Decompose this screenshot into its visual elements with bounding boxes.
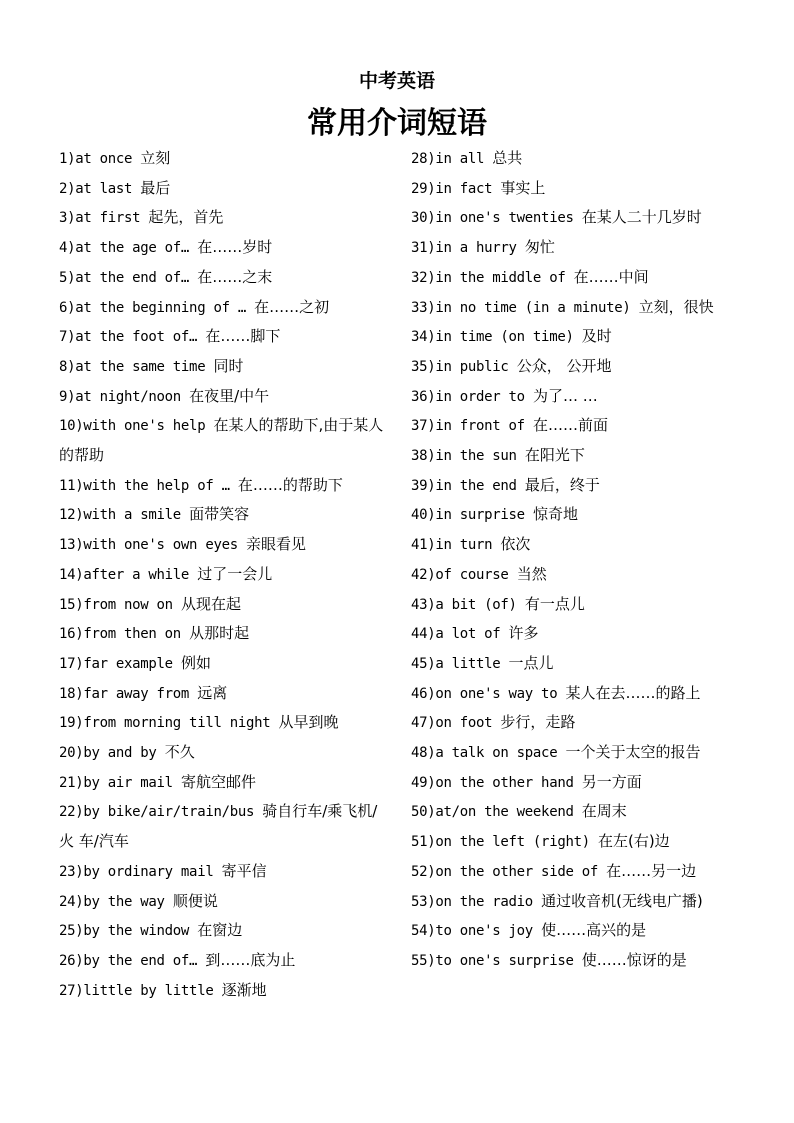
phrase-english: 5)at the end of… (59, 269, 198, 286)
phrase-english: 51)on the left (right) (411, 834, 598, 851)
phrase-english: 15)from now on (59, 596, 181, 613)
phrase-chinese: 事实上 (500, 178, 546, 197)
phrase-english: 23)by ordinary mail (59, 863, 222, 880)
phrase-entry (59, 619, 391, 649)
phrase-entry (411, 263, 741, 293)
phrase-chinese: 在周末 (581, 802, 627, 821)
phrase-english: 24)by the way (59, 893, 173, 910)
phrase-english: 17)far example (59, 655, 181, 672)
phrase-english: 4)at the age of… (59, 240, 198, 257)
phrase-entry (59, 857, 391, 887)
phrase-english: 6)at the beginning of … (59, 299, 255, 316)
phrase-entry (411, 560, 741, 590)
phrase-english: 19)from morning till night (59, 715, 279, 732)
phrase-english: 45)a little (411, 655, 509, 672)
phrase-english: 40)in surprise (411, 507, 533, 524)
phrase-chinese: 骑自行车/乘飞机/火 车/汽车 (59, 802, 378, 851)
phrase-chinese: 通过收音机(无线电广播) (541, 891, 703, 910)
phrase-english: 10)with one's help (59, 418, 214, 435)
phrase-chinese: 最后 (140, 178, 171, 197)
phrase-chinese: 立刻 (140, 149, 171, 167)
phrase-entry (59, 649, 391, 679)
phrase-entry (411, 649, 741, 679)
phrase-chinese: 在……之末 (197, 267, 273, 286)
phrase-chinese: 远离 (197, 683, 228, 702)
phrase-entry (59, 322, 391, 352)
phrase-chinese: 在左(右)边 (597, 832, 670, 851)
phrase-chinese: 当然 (516, 564, 547, 583)
phrase-english: 8)at the same time (59, 358, 214, 375)
phrase-chinese: 在……中间 (573, 267, 649, 286)
phrase-entry (411, 441, 741, 471)
phrase-entry (411, 500, 741, 530)
phrase-entry (411, 590, 741, 620)
phrase-chinese: 某人在去……的路上 (565, 683, 701, 702)
phrase-entry (411, 887, 741, 917)
phrase-entry (59, 738, 391, 768)
phrase-chinese: 一个关于太空的报告 (565, 743, 701, 762)
phrase-chinese: 在窗边 (197, 921, 243, 940)
phrase-english: 49)on the other hand (411, 774, 582, 791)
phrase-chinese: 逐渐地 (221, 980, 267, 999)
phrase-entry (59, 590, 391, 620)
phrase-english: 48)a talk on space (411, 745, 566, 762)
phrase-entry (411, 679, 741, 709)
phrase-chinese: 许多 (508, 624, 539, 643)
phrase-chinese: 在阳光下 (524, 446, 585, 465)
phrase-chinese: 起先，首先 (148, 208, 224, 227)
phrase-chinese: 为了… … (532, 386, 598, 405)
phrase-chinese: 到……底为止 (205, 950, 296, 969)
phrase-entry (411, 322, 741, 352)
phrase-english: 26)by the end of… (59, 952, 206, 969)
phrase-entry (411, 857, 741, 887)
phrase-chinese: 顺便说 (172, 891, 218, 910)
phrase-entry (411, 233, 741, 263)
phrase-chinese: 在……的帮助下 (237, 475, 343, 494)
phrase-entry (59, 887, 391, 917)
phrase-entry (411, 827, 741, 857)
phrase-chinese: 及时 (581, 327, 612, 346)
phrase-english: 37)in front of (411, 418, 533, 435)
phrase-chinese: 立刻，很快 (638, 297, 714, 316)
phrase-english: 52)on the other side of (411, 863, 607, 880)
phrase-chinese: 使……惊讶的是 (581, 950, 687, 969)
phrase-entry (411, 946, 741, 976)
phrase-entry (59, 233, 391, 263)
phrase-english: 35)in public (411, 358, 517, 375)
phrase-english: 12)with a smile (59, 507, 190, 524)
phrase-chinese: 依次 (500, 535, 531, 554)
phrase-chinese: 同时 (213, 356, 244, 375)
phrase-english: 11)with the help of … (59, 477, 238, 494)
phrase-entry (59, 293, 391, 323)
phrase-entry (411, 738, 741, 768)
phrase-english: 3)at first (59, 210, 149, 227)
phrase-chinese: 例如 (180, 653, 211, 672)
phrase-list-right (411, 144, 741, 976)
phrase-chinese: 在某人的帮助下,由于某人的帮助 (59, 416, 384, 465)
phrase-chinese: 在……另一边 (606, 861, 697, 880)
phrase-english: 54)to one's joy (411, 923, 542, 940)
phrase-chinese: 使……高兴的是 (541, 921, 647, 940)
phrase-english: 1)at once (59, 151, 141, 167)
phrase-english: 55)to one's surprise (411, 952, 582, 969)
phrase-entry (59, 352, 391, 382)
phrase-entry (411, 174, 741, 204)
phrase-chinese: 另一方面 (581, 772, 642, 791)
phrase-entry (59, 174, 391, 204)
phrase-english: 43)a bit (of) (411, 596, 525, 613)
phrase-english: 27)little by little (59, 982, 222, 999)
phrase-chinese: 面带笑容 (189, 505, 250, 524)
phrase-english: 7)at the foot of… (59, 329, 206, 346)
phrase-entry (59, 144, 391, 174)
phrase-english: 25)by the window (59, 923, 198, 940)
phrase-entry (59, 471, 391, 501)
phrase-entry (411, 916, 741, 946)
phrase-entry (411, 352, 741, 382)
phrase-english: 46)on one's way to (411, 685, 566, 702)
phrase-english: 29)in fact (411, 180, 501, 197)
phrase-chinese: 从现在起 (180, 594, 241, 613)
phrase-english: 9)at night/noon (59, 388, 190, 405)
phrase-chinese: 一点儿 (508, 653, 554, 672)
phrase-chinese: 匆忙 (524, 238, 555, 257)
phrase-chinese: 公众， 公开地 (516, 356, 612, 375)
document-title: 常用介词短语 (307, 106, 487, 141)
phrase-entry (411, 471, 741, 501)
document-subtitle: 中考英语 (358, 70, 435, 92)
phrase-english: 31)in a hurry (411, 240, 525, 257)
phrase-chinese: 从早到晚 (278, 713, 339, 732)
phrase-entry (59, 203, 391, 233)
phrase-chinese: 步行，走路 (500, 713, 576, 732)
phrase-english: 47)on foot (411, 715, 501, 732)
phrase-entry (59, 946, 391, 976)
phrase-chinese: 过了一会儿 (197, 564, 273, 583)
phrase-chinese: 在某人二十几岁时 (581, 208, 702, 227)
phrase-entry (59, 263, 391, 293)
phrase-entry (411, 411, 741, 441)
phrase-chinese: 有一点儿 (524, 594, 585, 613)
phrase-chinese: 亲眼看见 (245, 535, 306, 554)
phrase-entry (59, 530, 391, 560)
phrase-chinese: 在……脚下 (205, 327, 281, 346)
phrase-entry (411, 293, 741, 323)
phrase-english: 53)on the radio (411, 893, 542, 910)
phrase-english: 28)in all (411, 151, 493, 167)
phrase-entry (59, 916, 391, 946)
phrase-entry (411, 530, 741, 560)
phrase-chinese: 不久 (164, 743, 195, 762)
phrase-english: 2)at last (59, 180, 141, 197)
phrase-entry (59, 976, 391, 1006)
phrase-english: 18)far away from (59, 685, 198, 702)
phrase-entry (59, 500, 391, 530)
phrase-english: 20)by and by (59, 745, 165, 762)
phrase-english: 30)in one's twenties (411, 210, 582, 227)
phrase-entry (411, 382, 741, 412)
phrase-entry (411, 797, 741, 827)
phrase-chinese: 从那时起 (189, 624, 250, 643)
phrase-chinese: 在夜里/中午 (189, 386, 270, 405)
phrase-entry (59, 768, 391, 798)
phrase-entry (59, 679, 391, 709)
phrase-english: 38)in the sun (411, 448, 525, 465)
phrase-chinese: 寄平信 (221, 861, 267, 880)
phrase-chinese: 总共 (492, 149, 523, 167)
phrase-entry (411, 708, 741, 738)
phrase-chinese: 惊奇地 (532, 505, 578, 524)
phrase-entry (411, 768, 741, 798)
phrase-english: 34)in time (on time) (411, 329, 582, 346)
phrase-english: 16)from then on (59, 626, 190, 643)
phrase-chinese: 寄航空邮件 (180, 772, 256, 791)
phrase-entry (411, 144, 741, 174)
phrase-chinese: 最后，终于 (524, 475, 600, 494)
phrase-english: 32)in the middle of (411, 269, 574, 286)
phrase-entry (411, 203, 741, 233)
phrase-chinese: 在……前面 (532, 416, 608, 435)
phrase-entry (59, 708, 391, 738)
phrase-english: 44)a lot of (411, 626, 509, 643)
phrase-english: 14)after a while (59, 566, 198, 583)
phrase-english: 41)in turn (411, 537, 501, 554)
phrase-list-left (59, 144, 391, 1005)
phrase-entry (411, 619, 741, 649)
phrase-chinese: 在……岁时 (197, 238, 273, 257)
phrase-english: 22)by bike/air/train/bus (59, 804, 263, 821)
phrase-english: 50)at/on the weekend (411, 804, 582, 821)
phrase-english: 21)by air mail (59, 774, 181, 791)
phrase-entry (59, 411, 391, 470)
phrase-english: 33)in no time (in a minute) (411, 299, 639, 316)
phrase-english: 42)of course (411, 566, 517, 583)
phrase-entry (59, 797, 391, 856)
phrase-english: 36)in order to (411, 388, 533, 405)
phrase-entry (59, 560, 391, 590)
phrase-entry (59, 382, 391, 412)
phrase-english: 39)in the end (411, 477, 525, 494)
phrase-english: 13)with one's own eyes (59, 537, 246, 554)
phrase-chinese: 在……之初 (254, 297, 330, 316)
